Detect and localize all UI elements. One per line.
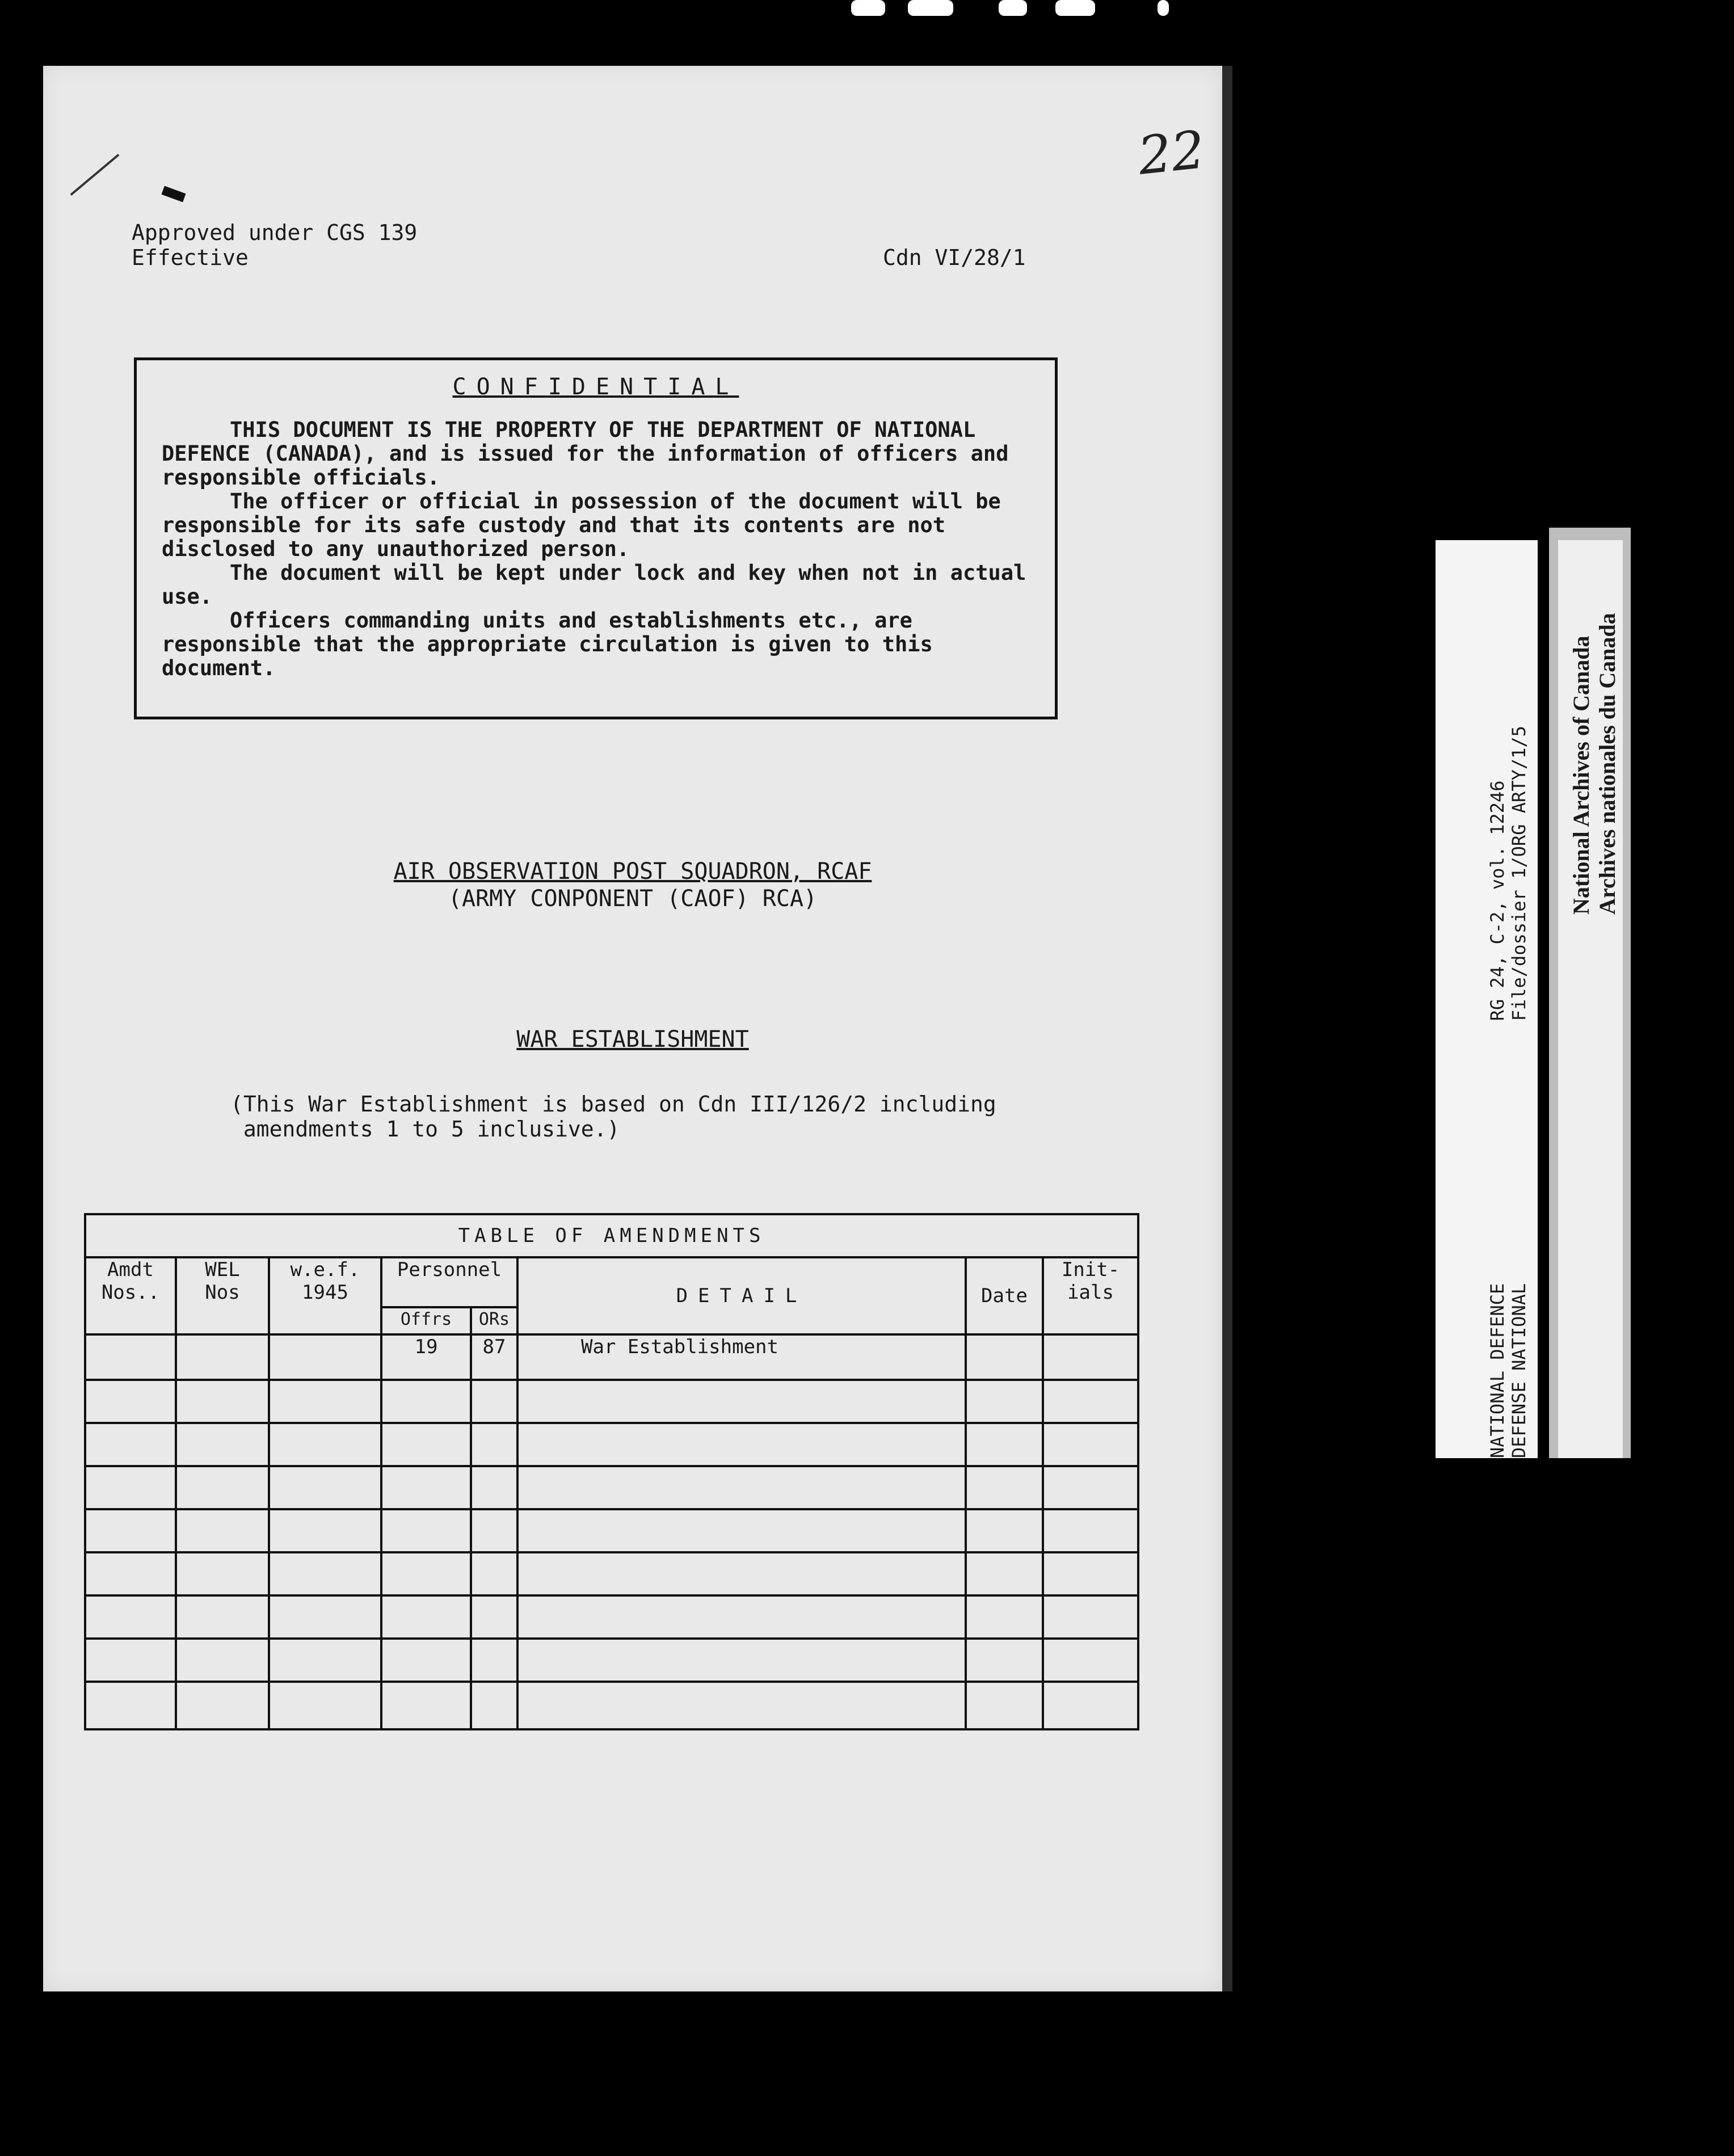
- document-reference: Cdn VI/28/1: [883, 245, 1026, 270]
- ors-cell: 87: [471, 1334, 517, 1380]
- date-cell: [966, 1334, 1043, 1380]
- war-establishment-heading: WAR ESTABLISHMENT: [516, 1026, 749, 1052]
- archive-stamp: [1558, 540, 1623, 1458]
- effective-line: Effective: [132, 245, 249, 270]
- col-wef-header: w.e.f. 1945: [269, 1257, 381, 1334]
- offrs-cell: 19: [381, 1334, 471, 1380]
- notice-paragraph: Officers commanding units and establishments etc., are responsible that the appropriate circulation is given to this document.: [162, 608, 933, 680]
- amendments-table: [84, 1213, 1139, 1730]
- archive-reference-label: [1436, 540, 1538, 1458]
- col-initials-header: Init- ials: [1043, 1257, 1138, 1334]
- table-row: [85, 1466, 1138, 1509]
- table-row: [85, 1639, 1138, 1682]
- film-perforation: [908, 0, 953, 16]
- table-row: [85, 1380, 1138, 1423]
- table-row: [85, 1423, 1138, 1466]
- page-edge: [1222, 66, 1232, 1991]
- establishment-basis: (This War Establishment is based on Cdn III/126/2 including amendments 1 to 5 inclusive.): [230, 1092, 996, 1142]
- folio-number: 22: [1135, 119, 1208, 187]
- table-row: [85, 1509, 1138, 1552]
- wel-cell: [176, 1334, 269, 1380]
- wef-cell: [269, 1334, 381, 1380]
- table-row: [85, 1595, 1138, 1639]
- table-row: [85, 1334, 1138, 1380]
- film-perforation: [999, 0, 1027, 16]
- table-row: [85, 1552, 1138, 1595]
- col-offrs-header: Offrs: [381, 1307, 471, 1334]
- document-page: [43, 66, 1222, 1991]
- amdt-cell: [85, 1334, 176, 1380]
- archive-name-en: National Archives of Canada: [1568, 635, 1594, 915]
- archive-stamp-text: [1568, 540, 1621, 915]
- unit-name: AIR OBSERVATION POST SQUADRON, RCAF: [393, 858, 872, 885]
- approved-line: Approved under CGS 139: [132, 220, 418, 245]
- archive-dept-fr: DEFENSE NATIONAL: [1508, 1283, 1530, 1458]
- unit-title: [43, 858, 1222, 885]
- archive-dept-en: NATIONAL DEFENCE: [1487, 1283, 1508, 1458]
- col-ors-header: ORs: [471, 1307, 517, 1334]
- unit-component: (ARMY CONPONENT (CAOF) RCA): [448, 886, 818, 912]
- archive-reference-text: [1487, 540, 1530, 1458]
- col-personnel-header: Personnel: [381, 1257, 517, 1307]
- table-row: [85, 1682, 1138, 1729]
- archive-name-fr: Archives nationales du Canada: [1594, 613, 1620, 915]
- notice-paragraph: The officer or official in possession of the document will be responsible for its safe custody and that its contents are not disclosed to any unauthorized person.: [162, 489, 1001, 561]
- approval-header: [132, 220, 417, 270]
- confidential-body: [162, 418, 1047, 680]
- pen-mark: [70, 154, 120, 196]
- confidential-notice: [134, 357, 1058, 719]
- confidential-title: CONFIDENTIAL: [452, 374, 739, 400]
- initials-cell: [1043, 1334, 1138, 1380]
- film-perforation: [1158, 0, 1169, 16]
- notice-paragraph: THIS DOCUMENT IS THE PROPERTY OF THE DEPARTMENT OF NATIONAL DEFENCE (CANADA), and is issued for the information of officers and responsible officials.: [162, 418, 1009, 490]
- col-wel-header: WEL Nos: [176, 1257, 269, 1334]
- col-detail-header: DETAIL: [517, 1257, 966, 1334]
- col-amdt-header: Amdt Nos..: [85, 1257, 176, 1334]
- tick-mark: [161, 186, 186, 203]
- film-perforation: [851, 0, 885, 16]
- film-perforation: [1055, 0, 1095, 16]
- detail-cell: War Establishment: [517, 1334, 966, 1380]
- col-date-header: Date: [966, 1257, 1043, 1334]
- table-title: TABLE OF AMENDMENTS: [85, 1214, 1138, 1257]
- archive-ref-volume: RG 24, C-2, vol. 12246: [1487, 780, 1508, 1021]
- notice-paragraph: The document will be kept under lock and key when not in actual use.: [162, 561, 1026, 609]
- archive-ref-file: File/dossier 1/ORG ARTY/1/5: [1508, 726, 1530, 1021]
